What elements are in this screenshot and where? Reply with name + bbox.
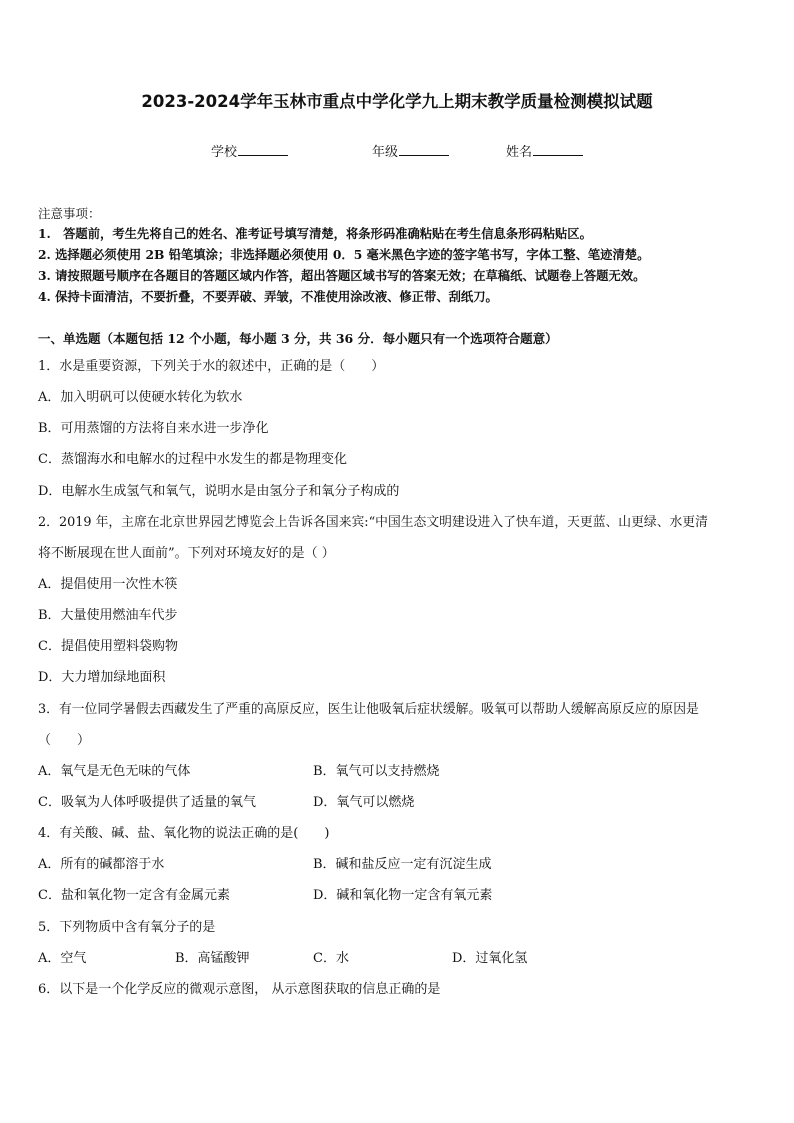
question-2-stem-line2: 将不断展现在世人面前”。下列对环境友好的是（ ）	[38, 546, 335, 561]
question-6-stem: 6．以下是一个化学反应的微观示意图， 从示意图获取的信息正确的是	[38, 982, 441, 997]
question-5-stem: 5．下列物质中含有氧分子的是	[38, 920, 216, 935]
page-title: 2023-2024学年玉林市重点中学化学九上期末教学质量检测模拟试题	[141, 92, 653, 111]
name-blank	[533, 143, 583, 156]
q1-option-d: D．电解水生成氢气和氧气，说明水是由氢分子和氧分子构成的	[38, 484, 400, 499]
notice-item: 2. 选择题必须使用 2B 铅笔填涂；非选择题必须使用 0．5 毫米黑色字迹的签字笔书写，字体工整、笔迹清楚。	[38, 247, 650, 262]
q3-option-a: A．氧气是无色无味的气体	[38, 764, 191, 779]
grade-field	[372, 141, 449, 160]
notice-heading: 注意事项：	[38, 206, 101, 221]
q2-option-d: D．大力增加绿地面积	[38, 670, 166, 685]
q5-option-c: C．水	[313, 951, 349, 966]
notice-item: 4. 保持卡面清洁，不要折叠，不要弄破、弄皱，不准使用涂改液、修正带、刮纸刀。	[38, 289, 498, 304]
q4-option-c: C．盐和氧化物一定含有金属元素	[38, 888, 230, 903]
question-3-stem-line1: 3．有一位同学暑假去西藏发生了严重的高原反应，医生让他吸氧后症状缓解。吸氧可以帮助人缓解高原反应的原因是	[38, 702, 699, 717]
q5-option-d: D．过氧化氢	[452, 951, 528, 966]
question-1-stem: 1．水是重要资源，下列关于水的叙述中，正确的是（ ）	[38, 359, 385, 374]
q1-option-b: B．可用蒸馏的方法将自来水进一步净化	[38, 421, 269, 436]
school-field	[211, 141, 288, 160]
q2-option-b: B．大量使用燃油车代步	[38, 608, 178, 623]
q2-option-c: C．提倡使用塑料袋购物	[38, 639, 178, 654]
school-label: 学校	[211, 145, 238, 160]
name-field	[506, 141, 583, 160]
student-info-fields	[0, 141, 794, 161]
q3-option-c: C．吸氧为人体呼吸提供了适量的氧气	[38, 795, 256, 810]
q5-option-b: B．高锰酸钾	[175, 951, 250, 966]
q4-option-b: B．碱和盐反应一定有沉淀生成	[313, 857, 492, 872]
question-4-stem: 4．有关酸、碱、盐、氧化物的说法正确的是( )	[38, 826, 330, 841]
grade-label: 年级	[372, 145, 399, 160]
question-3-stem-line2: （ ）	[38, 733, 91, 748]
notice-item: 3. 请按照题号顺序在各题目的答题区域内作答，超出答题区域书写的答案无效；在草稿纸、试题卷上答题无效。	[38, 268, 646, 283]
q2-option-a: A．提倡使用一次性木筷	[38, 577, 178, 592]
q4-option-a: A．所有的碱都溶于水	[38, 857, 165, 872]
question-2-stem-line1: 2．2019 年，主席在北京世界园艺博览会上告诉各国来宾:“中国生态文明建设进入了快车道，天更蓝、山更绿、水更清	[38, 515, 708, 530]
q5-option-a: A．空气	[38, 951, 87, 966]
q3-option-d: D．氧气可以燃烧	[313, 795, 415, 810]
notice-item: 1. 答题前，考生先将自己的姓名、准考证号填写清楚，将条形码准确粘贴在考生信息条形码粘贴区。	[38, 226, 592, 241]
name-label: 姓名	[506, 145, 533, 160]
q4-option-d: D．碱和氧化物一定含有氧元素	[313, 888, 493, 903]
section-heading: 一、单选题（本题包括 12 个小题，每小题 3 分，共 36 分．每小题只有一个选项符合题意）	[38, 331, 558, 346]
q1-option-a: A．加入明矾可以使硬水转化为软水	[38, 390, 243, 405]
school-blank	[238, 143, 288, 156]
q3-option-b: B．氧气可以支持燃烧	[313, 764, 440, 779]
grade-blank	[399, 143, 449, 156]
q1-option-c: C．蒸馏海水和电解水的过程中水发生的都是物理变化	[38, 452, 347, 467]
